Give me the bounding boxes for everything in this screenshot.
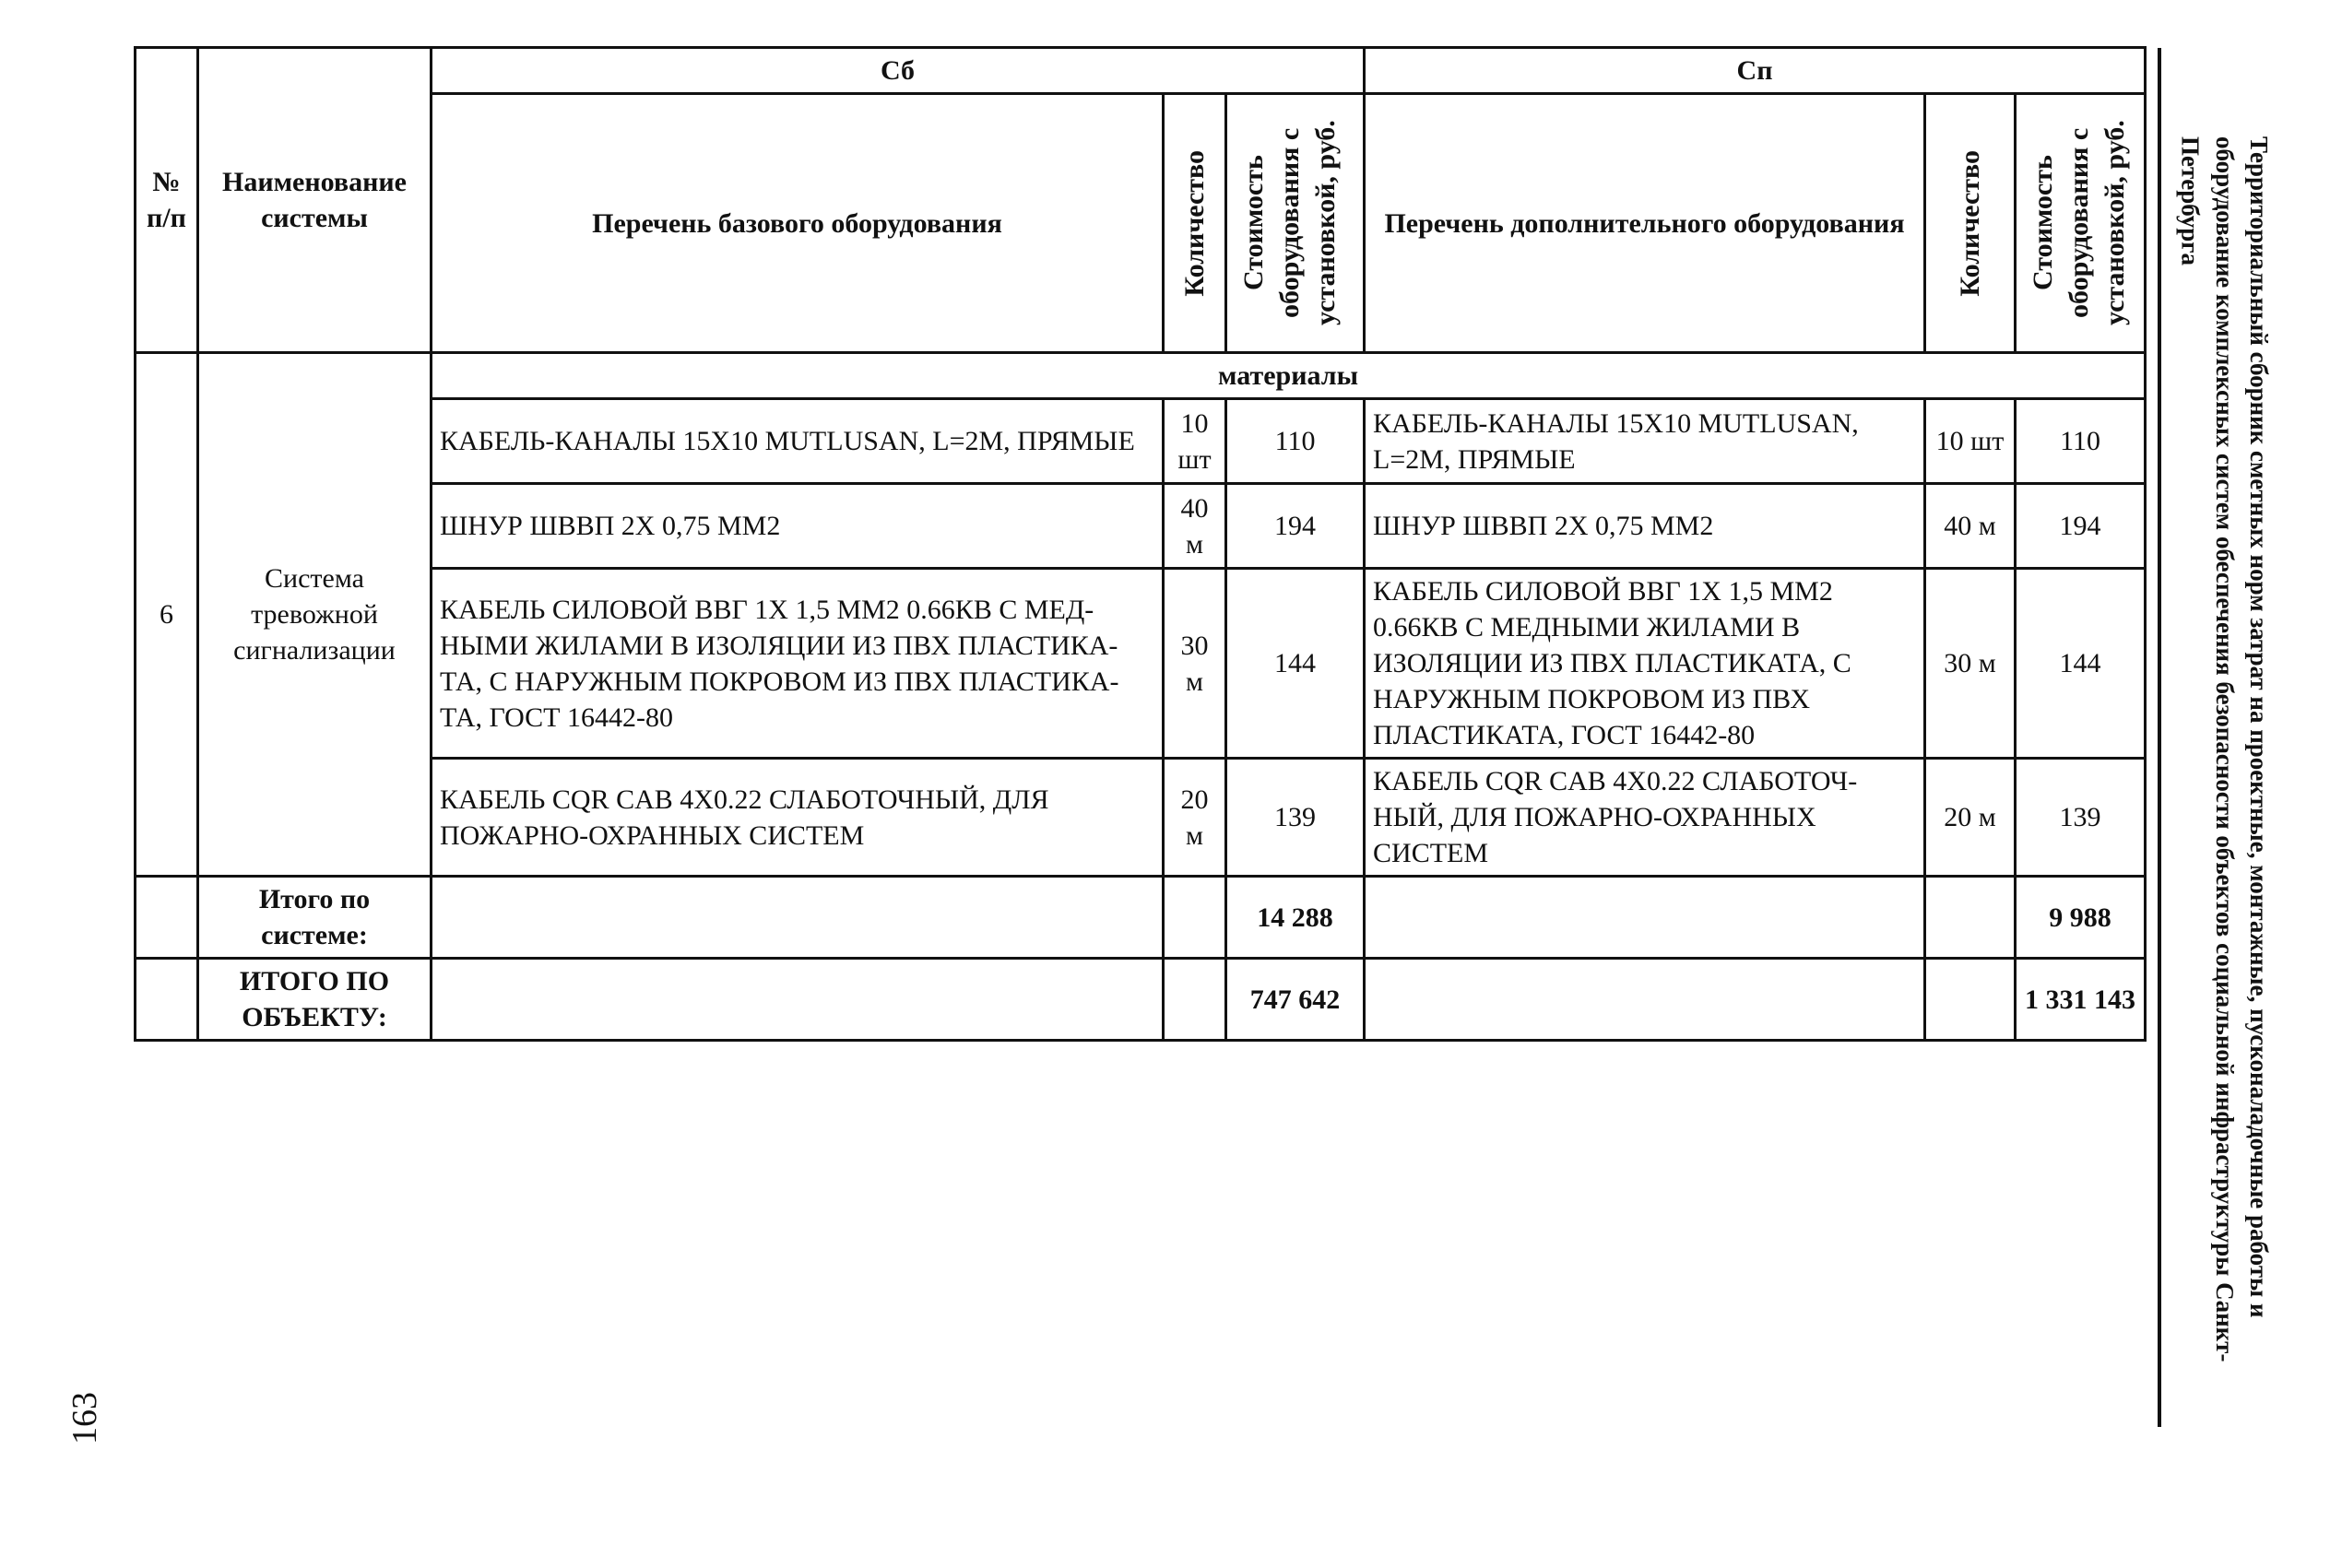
header-extra-cost-cell xyxy=(2016,94,2146,353)
header-base-qty: Количество xyxy=(1179,149,1210,297)
extra-item: КАБЕЛЬ CQR CAB 4Х0.22 СЛАБОТОЧ-НЫЙ, ДЛЯ ПОЖАРНО-ОХРАННЫХ СИСТЕМ xyxy=(1365,759,1925,877)
base-item: КАБЕЛЬ-КАНАЛЫ 15Х10 MUTLUSAN, L=2М, ПРЯМЫЕ xyxy=(432,399,1164,484)
total-base-cost: 747 642 xyxy=(1226,959,1365,1041)
base-item: КАБЕЛЬ СИЛОВОЙ ВВГ 1Х 1,5 ММ2 0.66КВ С МЕД-НЫМИ ЖИЛАМИ В ИЗОЛЯЦИИ ИЗ ПВХ ПЛАСТИКА-ТА, С НАРУЖНЫМ ПОКРОВОМ ИЗ ПВХ ПЛАСТИКА-ТА, ГОСТ 16442-80 xyxy=(432,569,1164,759)
base-qty: 30 м xyxy=(1164,569,1226,759)
extra-qty: 30 м xyxy=(1925,569,2016,759)
table-row xyxy=(136,569,2146,759)
total-empty xyxy=(1164,959,1226,1041)
header-extra-qty-cell xyxy=(1925,94,2016,353)
header-group-sb: Сб xyxy=(432,48,1365,94)
system-name: Система тревожной сигнализации xyxy=(198,353,432,877)
base-cost: 144 xyxy=(1226,569,1365,759)
header-system-name: Наименование системы xyxy=(198,48,432,353)
extra-qty: 10 шт xyxy=(1925,399,2016,484)
base-item: ШНУР ШВВП 2Х 0,75 ММ2 xyxy=(432,484,1164,569)
header-base-cost-cell xyxy=(1226,94,1365,353)
header-base-cost: Стоимость оборудования с установкой, руб. xyxy=(1237,120,1341,326)
total-empty xyxy=(1365,959,1925,1041)
extra-cost: 139 xyxy=(2016,759,2146,877)
extra-qty: 40 м xyxy=(1925,484,2016,569)
subtotal-empty xyxy=(136,877,198,959)
subtotal-row xyxy=(136,877,2146,959)
extra-item: ШНУР ШВВП 2Х 0,75 ММ2 xyxy=(1365,484,1925,569)
header-base-list: Перечень базового оборудования xyxy=(432,94,1164,353)
document-title: Территориальный сборник сметных норм затрат на проектные, монтажные, пусконаладочные работы и оборудование комплексных систем обеспечения безопасности объектов социальной инфраструктуры Санкт-Петербурга xyxy=(2176,136,2273,1362)
total-row xyxy=(136,959,2146,1041)
equipment-table xyxy=(134,46,2147,1042)
header-base-qty-cell xyxy=(1164,94,1226,353)
table-row xyxy=(136,759,2146,877)
extra-cost: 194 xyxy=(2016,484,2146,569)
subtotal-base-cost: 14 288 xyxy=(1226,877,1365,959)
system-number: 6 xyxy=(136,353,198,877)
base-cost: 194 xyxy=(1226,484,1365,569)
header-number: № п/п xyxy=(136,48,198,353)
extra-cost: 110 xyxy=(2016,399,2146,484)
page-number: 163 xyxy=(65,1392,104,1444)
extra-qty: 20 м xyxy=(1925,759,2016,877)
extra-item: КАБЕЛЬ СИЛОВОЙ ВВГ 1Х 1,5 ММ2 0.66КВ С МЕДНЫМИ ЖИЛАМИ В ИЗОЛЯЦИИ ИЗ ПВХ ПЛАСТИКАТА, С НАРУЖНЫМ ПОКРОВОМ ИЗ ПВХ ПЛАСТИКАТА, ГОСТ 16442-80 xyxy=(1365,569,1925,759)
subtotal-label: Итого по системе: xyxy=(198,877,432,959)
extra-item: КАБЕЛЬ-КАНАЛЫ 15Х10 MUTLUSAN, L=2М, ПРЯМЫЕ xyxy=(1365,399,1925,484)
header-group-sp: Сп xyxy=(1365,48,2146,94)
subtotal-empty xyxy=(432,877,1164,959)
header-extra-qty: Количество xyxy=(1955,149,1986,297)
subtotal-empty xyxy=(1365,877,1925,959)
base-qty: 20 м xyxy=(1164,759,1226,877)
table-row xyxy=(136,399,2146,484)
total-label: ИТОГО ПО ОБЪЕКТУ: xyxy=(198,959,432,1041)
base-cost: 139 xyxy=(1226,759,1365,877)
total-empty xyxy=(432,959,1164,1041)
subtotal-empty xyxy=(1164,877,1226,959)
total-empty xyxy=(1925,959,2016,1041)
base-qty: 10 шт xyxy=(1164,399,1226,484)
header-extra-cost: Стоимость оборудования с установкой, руб. xyxy=(2028,120,2131,326)
base-qty: 40 м xyxy=(1164,484,1226,569)
header-extra-list: Перечень дополнительного оборудования xyxy=(1365,94,1925,353)
base-cost: 110 xyxy=(1226,399,1365,484)
base-item: КАБЕЛЬ CQR CAB 4Х0.22 СЛАБОТОЧНЫЙ, ДЛЯ ПОЖАРНО-ОХРАННЫХ СИСТЕМ xyxy=(432,759,1164,877)
subtotal-empty xyxy=(1925,877,2016,959)
total-extra-cost: 1 331 143 xyxy=(2016,959,2146,1041)
section-label: материалы xyxy=(432,353,2146,399)
total-empty xyxy=(136,959,198,1041)
extra-cost: 144 xyxy=(2016,569,2146,759)
subtotal-extra-cost: 9 988 xyxy=(2016,877,2146,959)
table-row xyxy=(136,484,2146,569)
